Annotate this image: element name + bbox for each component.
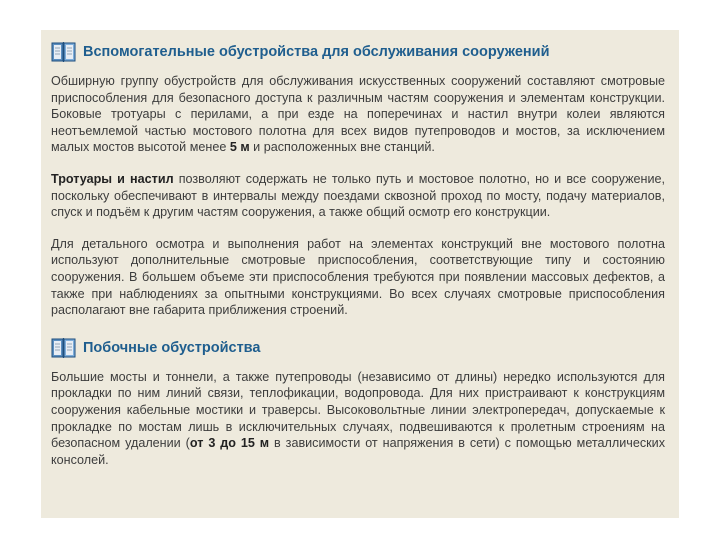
bold-text: Тротуары и настил <box>51 171 174 186</box>
bold-text: 5 м <box>229 140 250 155</box>
paragraph-text: в зависимости от напряжения в сети) с помощью металлических консолей. <box>51 436 665 467</box>
paragraph-text: Большие мосты и тоннели, а также путепроводы (независимо от длины) нередко используются для прокладки по ним линий связи, теплофикации, водопровода. Для них пристраивают к конструкциям сооружения кабельные мостики и траверсы. Высоковольтные линии электропередач, допускаемые к прокладке по мостам лишь в исключительных случаях, подвешиваются к пролетным строениям на безопасном удалении ( <box>51 369 665 451</box>
section-title: Вспомогательные обустройства для обслуживания сооружений <box>83 44 550 60</box>
book-icon <box>51 40 77 64</box>
section-header-auxiliary <box>51 38 665 66</box>
paragraph <box>51 369 665 469</box>
content-panel <box>41 30 679 518</box>
paragraph <box>51 73 665 156</box>
section-header-secondary <box>51 334 665 362</box>
paragraph <box>51 236 665 319</box>
section-title: Побочные обустройства <box>83 339 261 356</box>
paragraph <box>51 171 665 221</box>
paragraph-text: Для детального осмотра и выполнения работ на элементах конструкций вне мостового полотна используют дополнительные смотровые приспособления, соответствующие типу и состоянию сооружения. В большем объеме эти приспособления требуются при появлении массовых дефектов, а также при наблюдениях за опытными конструкциями. Во всех случаях смотровые приспособления располагают вне габарита приближения строений. <box>51 236 665 318</box>
book-icon <box>51 336 77 360</box>
paragraph-text: позволяют содержать не только путь и мостовое полотно, но и все сооружение, поскольку обеспечивают в интервалы между поездами сквозной проход по мосту, подачу материалов, спуск и подъём к другим частям сооружения, а также общий осмотр его конструкции. <box>51 171 665 220</box>
bold-text: от 3 до 15 м <box>189 436 270 451</box>
paragraph-text: и расположенных вне станций. <box>249 140 435 155</box>
paragraph-text: Обширную группу обустройств для обслуживания искусственных сооружений составляют смотровые приспособления для безопасного доступа к различным частям сооружения и элементам конструкции. Боковые тротуары с перилами, а при езде на поперечинах и настил внутри колеи являются неотъемлемой частью мостового полотна для всех видов путепроводов и мостов, за исключением малых мостов высотой менее <box>51 74 665 155</box>
